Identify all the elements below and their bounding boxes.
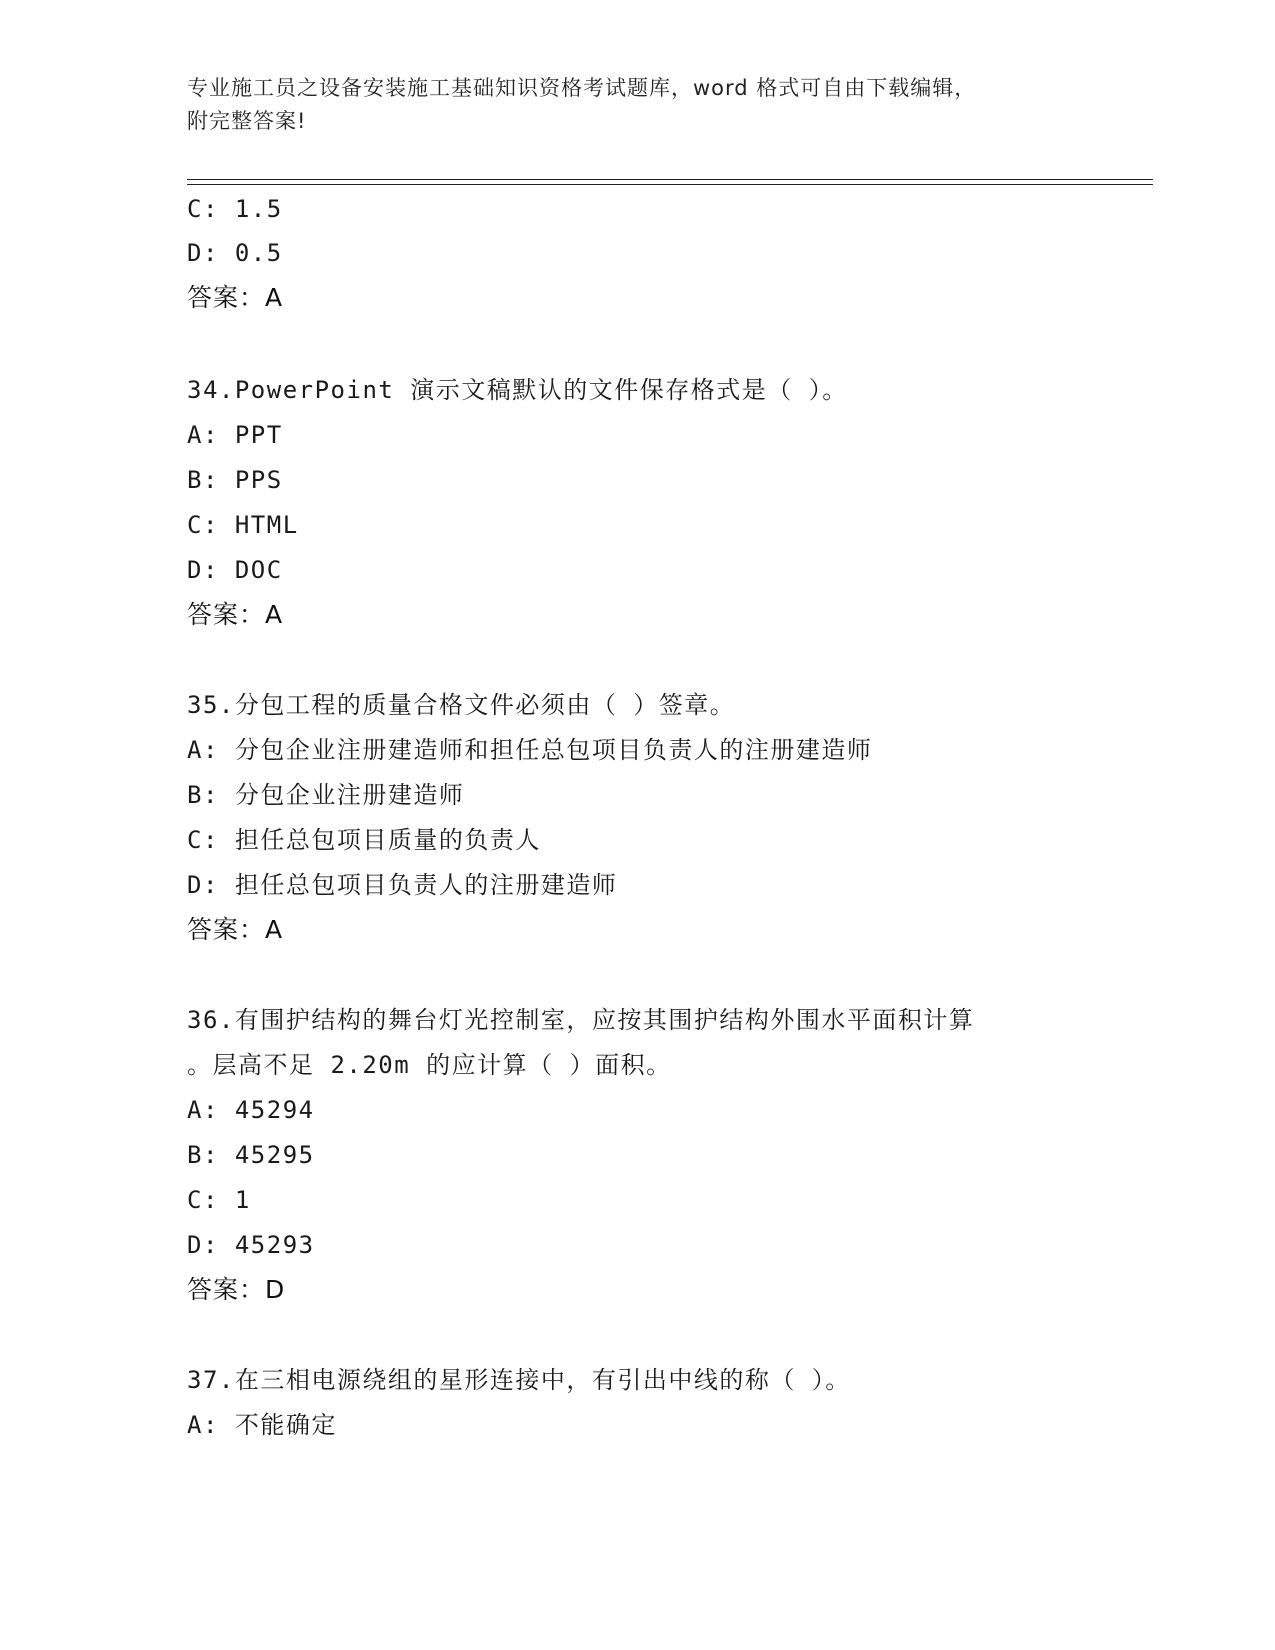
q35-option-a: A: 分包企业注册建造师和担任总包项目负责人的注册建造师	[187, 736, 873, 764]
q36-answer: 答案：D	[187, 1275, 286, 1304]
q34-option-d: D: DOC	[187, 556, 283, 584]
q36-question-line-2: 。层高不足 2.20m 的应计算（ ）面积。	[187, 1051, 672, 1079]
q33-answer: 答案：A	[187, 283, 284, 312]
q35-option-b: B: 分包企业注册建造师	[187, 781, 465, 809]
q37-question: 37.在三相电源绕组的星形连接中，有引出中线的称（ ）。	[187, 1366, 851, 1394]
header-divider-bottom	[187, 184, 1153, 185]
q36-question-line-1: 36.有围护结构的舞台灯光控制室，应按其围护结构外围水平面积计算	[187, 1006, 975, 1034]
q36-option-c: C: 1	[187, 1186, 251, 1214]
q33-option-d: D: 0.5	[187, 239, 283, 267]
q36-option-a: A: 45294	[187, 1096, 315, 1124]
q36-option-d: D: 45293	[187, 1231, 315, 1259]
document-header	[187, 72, 1087, 138]
header-line-2: 附完整答案!	[187, 109, 307, 133]
header-divider-top	[187, 179, 1153, 180]
header-line-1: 专业施工员之设备安装施工基础知识资格考试题库，word 格式可自由下载编辑，	[187, 76, 977, 100]
q34-answer: 答案：A	[187, 600, 284, 629]
q37-option-a: A: 不能确定	[187, 1411, 337, 1439]
q35-question: 35.分包工程的质量合格文件必须由（ ）签章。	[187, 691, 736, 719]
q34-option-b: B: PPS	[187, 466, 283, 494]
q35-option-c: C: 担任总包项目质量的负责人	[187, 826, 541, 854]
q34-option-c: C: HTML	[187, 511, 299, 539]
q35-option-d: D: 担任总包项目负责人的注册建造师	[187, 871, 618, 899]
q35-answer: 答案：A	[187, 915, 284, 944]
q33-option-c: C: 1.5	[187, 195, 283, 223]
q34-question: 34.PowerPoint 演示文稿默认的文件保存格式是（ ）。	[187, 376, 848, 404]
q36-option-b: B: 45295	[187, 1141, 315, 1169]
q34-option-a: A: PPT	[187, 421, 283, 449]
